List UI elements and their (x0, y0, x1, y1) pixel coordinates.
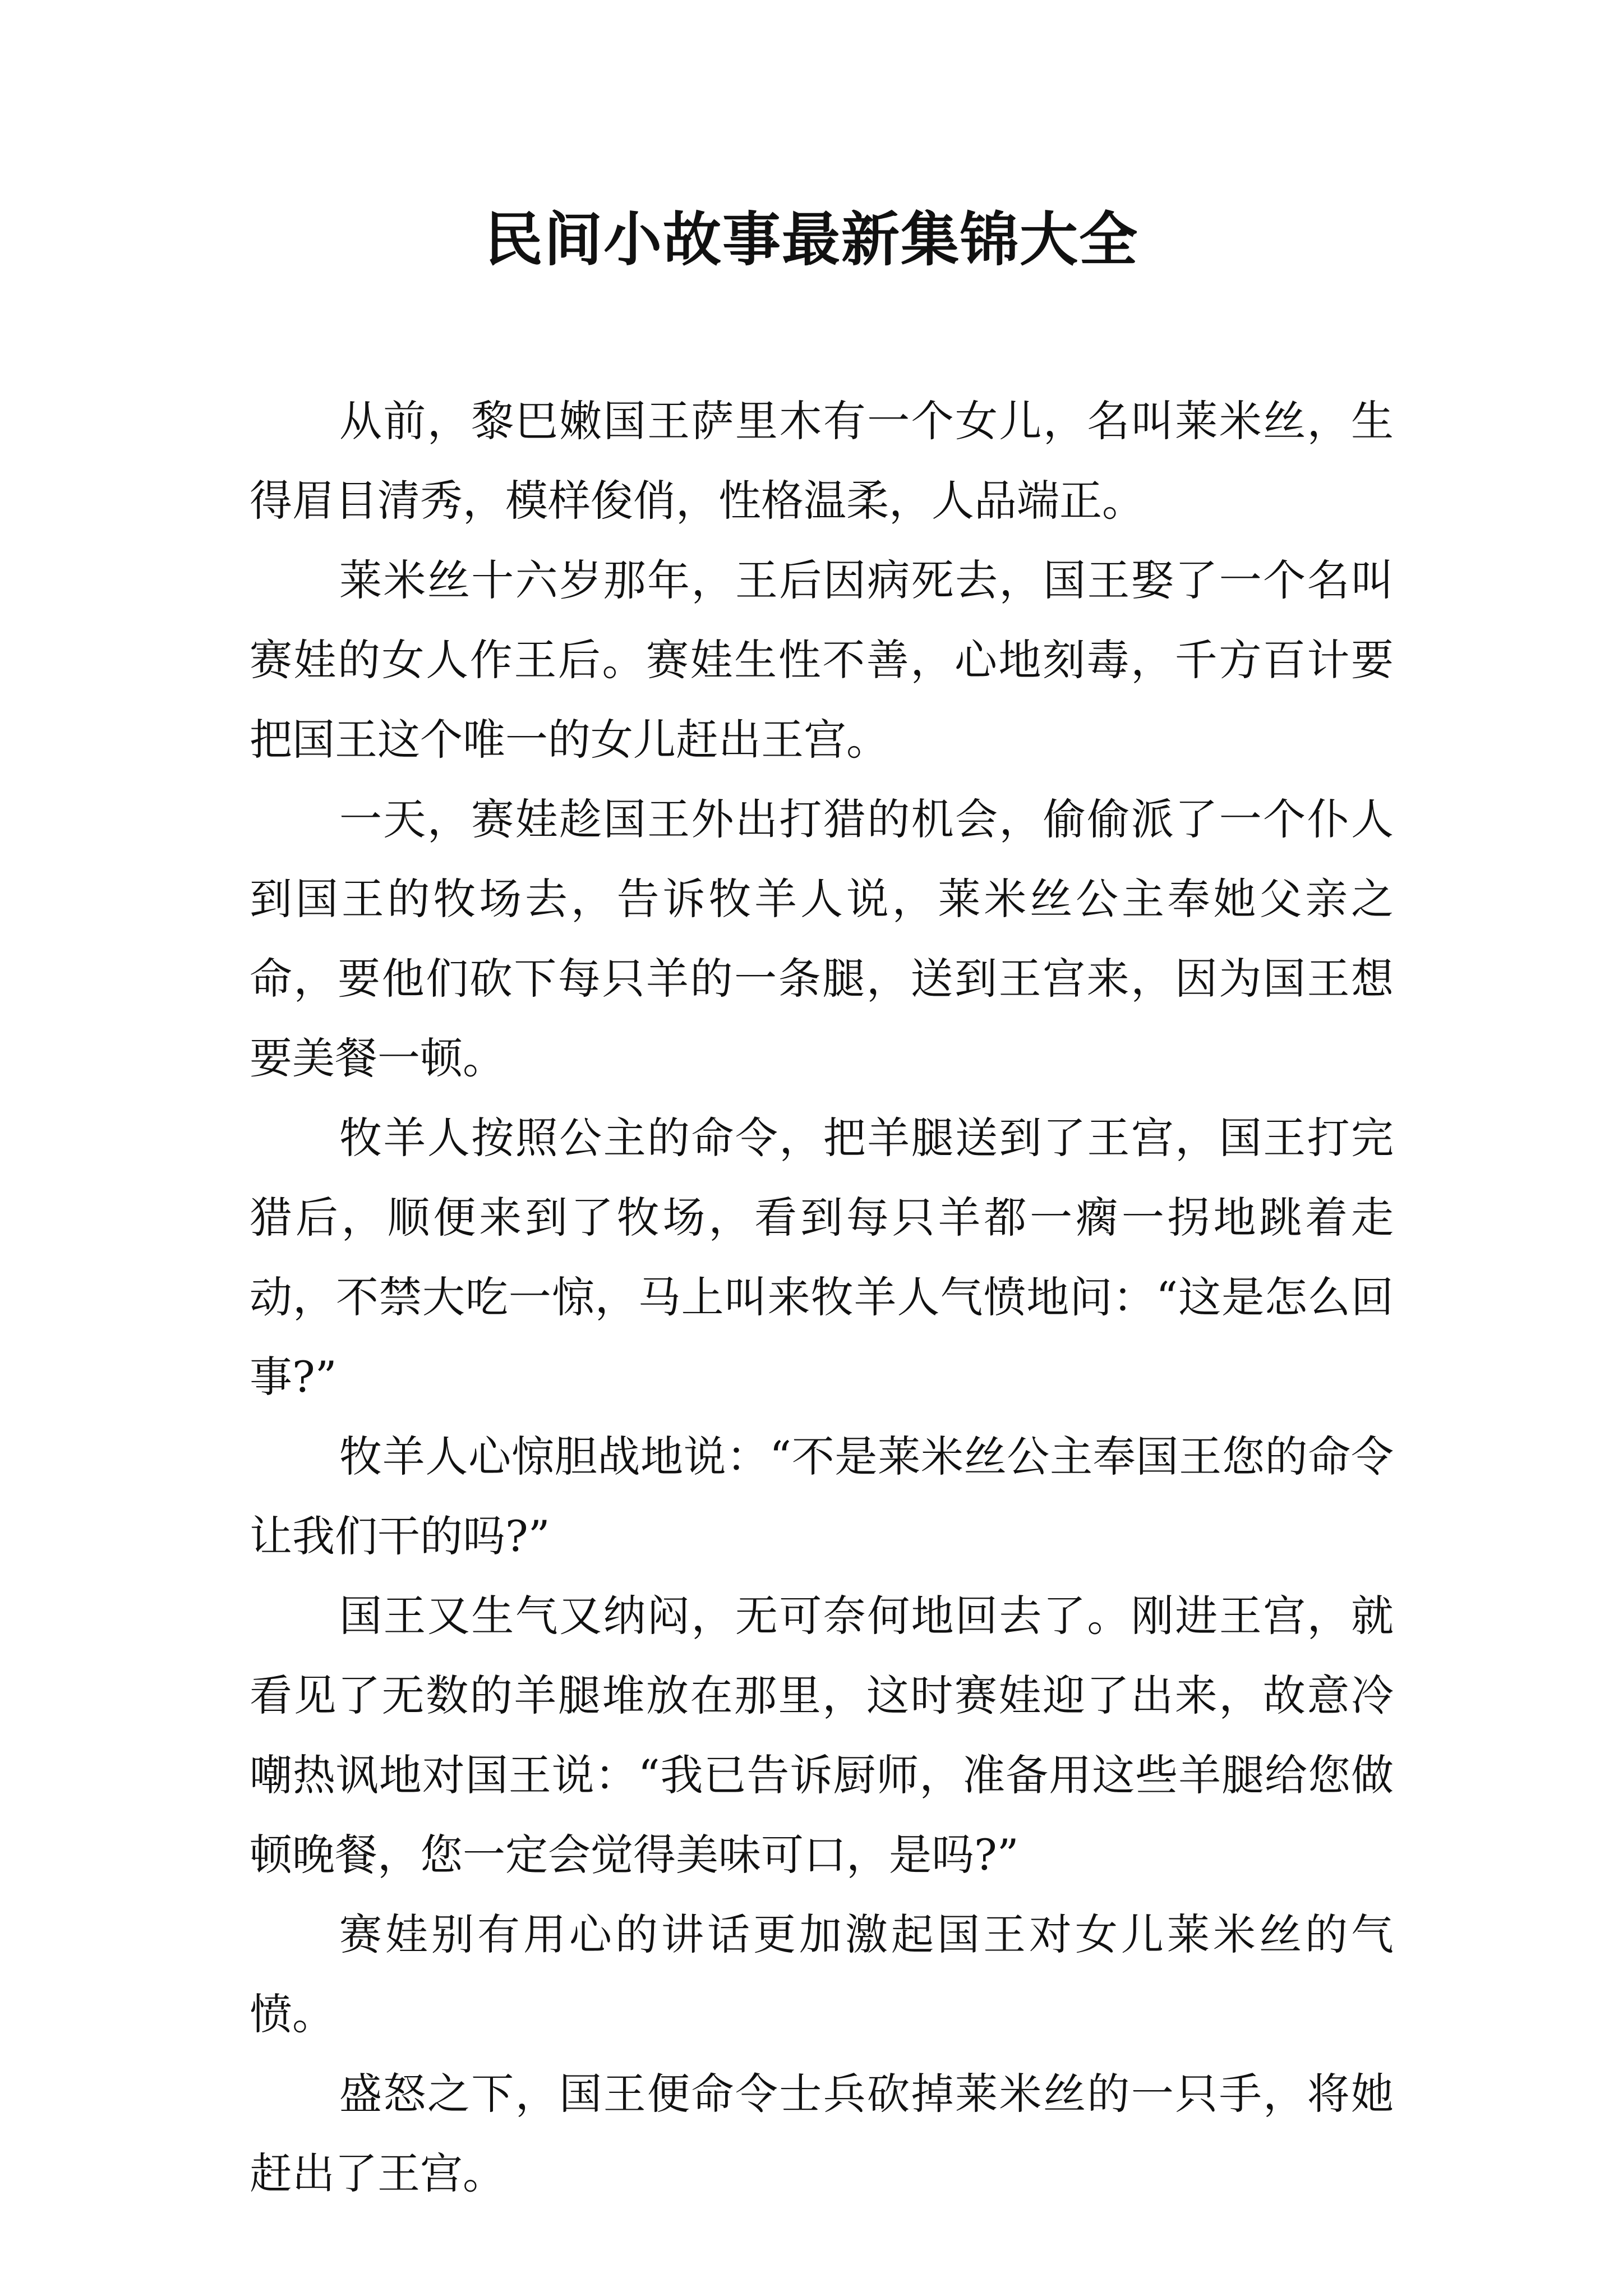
paragraph: 牧羊人按照公主的命令，把羊腿送到了王宫，国王打完猎后，顺便来到了牧场，看到每只羊都一瘸一拐地跳着走动，不禁大吃一惊，马上叫来牧羊人气愤地问：“这是怎么回事?” (250, 1113, 1394, 1402)
paragraph: 一天，赛娃趁国王外出打猎的机会，偷偷派了一个仆人到国王的牧场去，告诉牧羊人说，莱米丝公主奉她父亲之命，要他们砍下每只羊的一条腿，送到王宫来，因为国王想要美餐一顿。 (250, 794, 1394, 1083)
paragraph: 赛娃别有用心的讲话更加激起国王对女儿莱米丝的气愤。 (250, 1910, 1394, 2039)
paragraph: 牧羊人心惊胆战地说：“不是莱米丝公主奉国王您的命令让我们干的吗?” (250, 1432, 1394, 1561)
document-title: 民间小故事最新集锦大全 (484, 205, 1138, 274)
document-body (250, 381, 1394, 2214)
paragraph: 国王又生气又纳闷，无可奈何地回去了。刚进王宫，就看见了无数的羊腿堆放在那里，这时赛娃迎了出来，故意冷嘲热讽地对国王说：“我已告诉厨师，准备用这些羊腿给您做顿晚餐，您一定会觉得美味可口，是吗?” (250, 1591, 1394, 1880)
paragraph: 莱米丝十六岁那年，王后因病死去，国王娶了一个名叫赛娃的女人作王后。赛娃生性不善，心地刻毒，千方百计要把国王这个唯一的女儿赶出王宫。 (250, 555, 1394, 765)
paragraph: 从前，黎巴嫩国王萨里木有一个女儿，名叫莱米丝，生得眉目清秀，模样俊俏，性格温柔，人品端正。 (250, 396, 1394, 526)
paragraph: 盛怒之下，国王便命令士兵砍掉莱米丝的一只手，将她赶出了王宫。 (250, 2069, 1394, 2198)
